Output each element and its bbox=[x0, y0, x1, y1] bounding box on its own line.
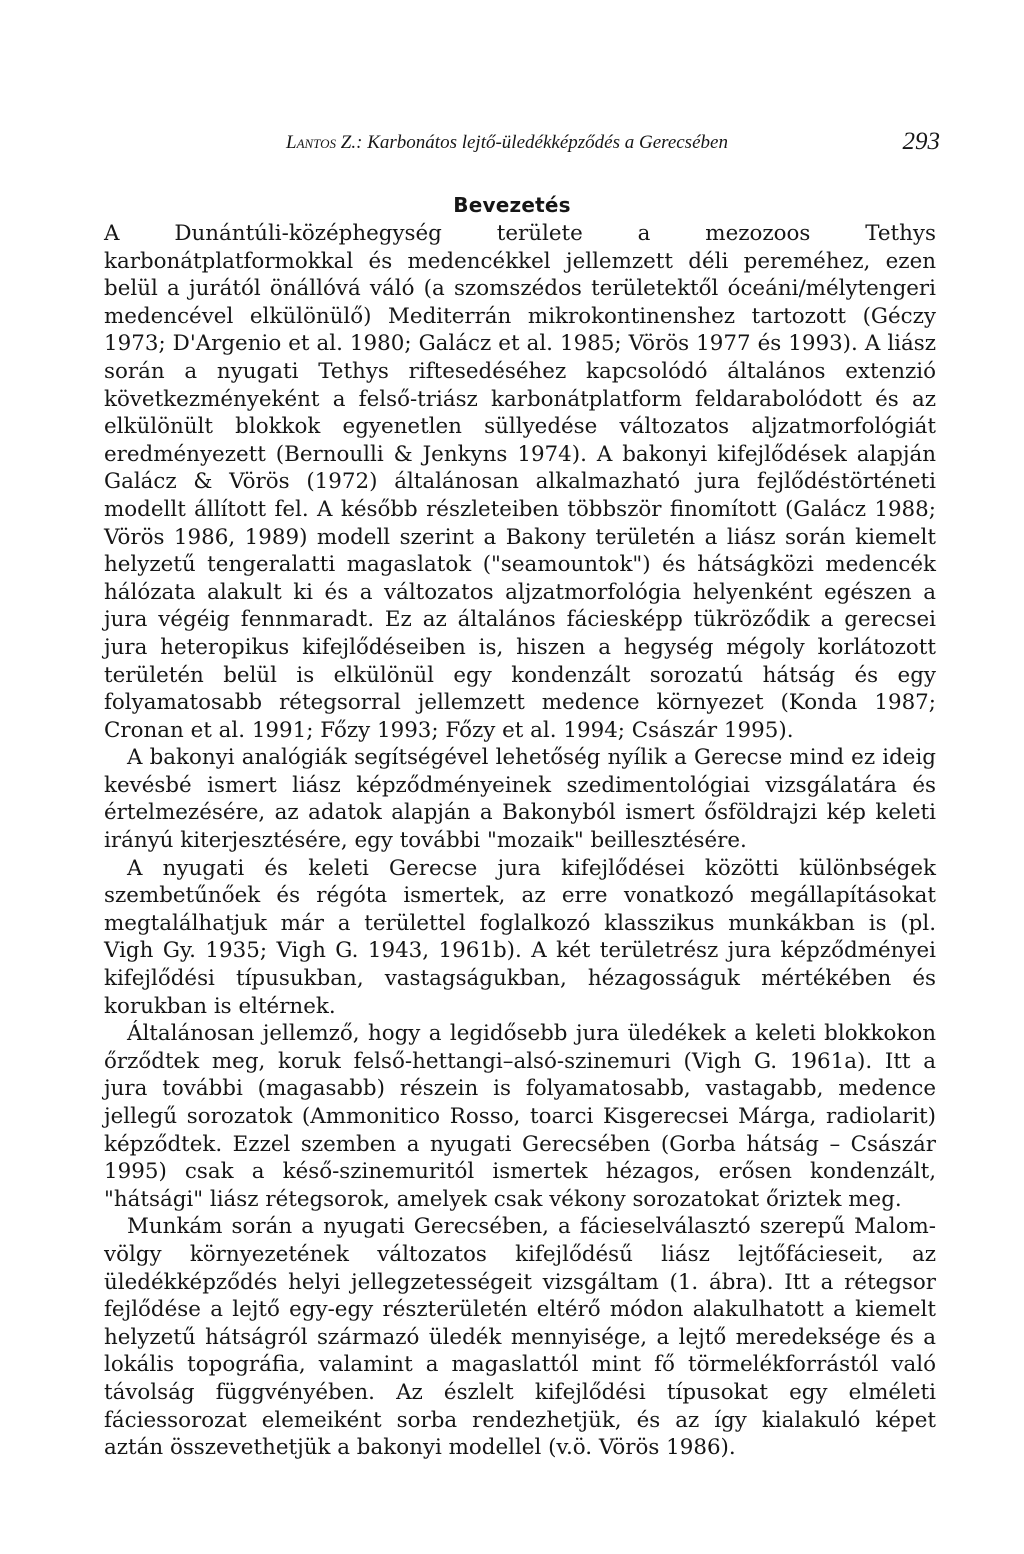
body-text bbox=[104, 220, 936, 1462]
section-title: Bevezetés bbox=[453, 193, 571, 217]
paragraph-5: Munkám során a nyugati Gerecsében, a fácieselválasztó szerepű Malom-völgy környezetének változatos kifejlődésű liász lejtőfácieseit, az üledékképződés helyi jellegzetességeit vizsgáltam (1. ábra). Itt a rétegsor fejlődése a lejtő egy-egy részterületén eltérő módon alakulhatott a kiemelt helyzetű hátságról származó üledék mennyisége, a lejtő meredeksége és a lokális topográfia, valamint a magaslattól mint fő törmelékforrástól való távolság függvényében. Az észlelt kifejlődési típusokat egy elméleti fáciessorozat elemeiként sorba rendezhetjük, és az így kialakuló képet aztán összevethetjük a bakonyi modellel (v.ö. Vörös 1986). bbox=[104, 1214, 936, 1461]
running-title bbox=[286, 132, 728, 154]
running-author: Lantos Z. bbox=[286, 132, 357, 153]
paragraph-1: A Dunántúli-középhegység területe a mezozoos Tethys karbonátplatformokkal és medencékkel jellemzett déli pereméhez, ezen belül a jurától önállóvá váló (a szomszédos területektől óceáni/mélytengeri medencével elkülönülő) Mediterrán mikrokontinenshez tartozott (Géczy 1973; D'Argenio et al. 1980; Galácz et al. 1985; Vörös 1977 és 1993). A liász során a nyugati Tethys riftesedéséhez kapcsolódó általános extenzió következményeként a felső-triász karbonátplatform feldarabolódott és az elkülönült blokkok egyenetlen süllyedése változatos aljzatmorfológiát eredményezett (Bernoulli & Jenkyns 1974). A bakonyi kifejlődések alapján Galácz & Vörös (1972) általánosan alkalmazható jura fejlődéstörténeti modellt állított fel. A később részleteiben többször finomított (Galácz 1988; Vörös 1986, 1989) modell szerint a Bakony területén a liász során kiemelt helyzetű tengeralatti magaslatok ("seamountok") és hátságközi medencék hálózata alakult ki és a változatos aljzatmorfológia helyenként egészen a jura végéig fennmaradt. Ez az általános fáciesképp tükröződik a gerecsei jura heteropikus kifejlődéseiben is, hiszen a hegység mégoly korlátozott területén belül is elkülönül egy kondenzált sorozatú hátság és egy folyamatosabb rétegsorral jellemzett medence környezet (Konda 1987; Cronan et al. 1991; Főzy 1993; Főzy et al. 1994; Császár 1995). bbox=[104, 221, 936, 743]
page-number: 293 bbox=[902, 128, 940, 155]
running-article-title: : Karbonátos lejtő-üledékképződés a Gerecsében bbox=[356, 132, 728, 153]
running-header bbox=[286, 128, 940, 160]
paragraph-2: A bakonyi analógiák segítségével lehetőség nyílik a Gerecse mind ez ideig kevésbé ismert liász képződményeinek szedimentológiai vizsgálatára és értelmezésére, az adatok alapján a Bakonyból ismert ősföldrajzi kép keleti irányú kiterjesztésére, egy további "mozaik" beillesztésére. bbox=[104, 745, 936, 854]
paragraph-3: A nyugati és keleti Gerecse jura kifejlődései közötti különbségek szembetűnőek és régóta ismertek, az erre vonatkozó megállapításokat megtalálhatjuk már a területtel foglalkozó klasszikus munkákban is (pl. Vigh Gy. 1935; Vigh G. 1943, 1961b). A két területrész jura képződményei kifejlődési típusukban, vastagságukban, hézagosságuk mértékében és korukban is eltérnek. bbox=[104, 855, 936, 1019]
paragraph-4: Általánosan jellemző, hogy a legidősebb jura üledékek a keleti blokkokon őrződtek meg, koruk felső-hettangi–alsó-szinemuri (Vigh G. 1961a). Itt a jura további (magasabb) részein is folyamatosabb, vastagabb, medence jellegű sorozatok (Ammonitico Rosso, toarci Kisgerecsei Márga, radiolarit) képződtek. Ezzel szemben a nyugati Gerecsében (Gorba hátság – Császár 1995) csak a késő-szinemuritól ismertek hézagos, erősen kondenzált, "hátsági" liász rétegsorok, amelyek csak vékony sorozatokat őriztek meg. bbox=[104, 1021, 936, 1212]
